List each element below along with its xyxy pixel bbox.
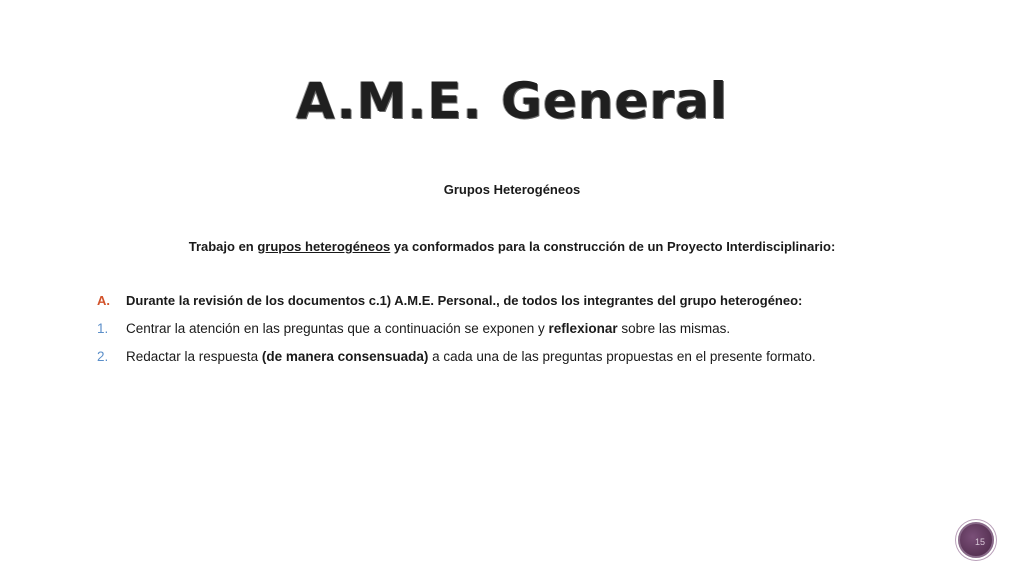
slide-title: A.M.E. General	[296, 72, 728, 130]
list-item-2-text-after: a cada una de las preguntas propuestas en el presente formato.	[428, 349, 816, 364]
instruction-list	[97, 292, 947, 376]
list-item-2	[97, 348, 947, 376]
list-item-2-text-before: Redactar la respuesta	[126, 349, 262, 364]
list-marker-1: 1.	[97, 321, 109, 336]
intro-text-after: ya conformados para la construcción de un Proyecto Interdisciplinario:	[390, 239, 836, 254]
list-marker-2: 2.	[97, 349, 109, 364]
list-marker-a: A.	[97, 293, 110, 308]
list-item-1-text-before: Centrar la atención en las preguntas que a continuación se exponen y	[126, 321, 549, 336]
title-area	[0, 72, 1024, 130]
list-item-1-text-after: sobre las mismas.	[617, 321, 731, 336]
intro-paragraph	[0, 239, 1024, 254]
slide-number-badge	[958, 522, 994, 558]
list-item-a	[97, 292, 947, 320]
list-item-1	[97, 320, 947, 348]
slide-number: 15	[974, 537, 985, 547]
slide-subtitle: Grupos Heterogéneos	[443, 182, 581, 197]
intro-text-before: Trabajo en	[188, 239, 258, 254]
list-item-1-bold: reflexionar	[548, 321, 618, 336]
intro-underlined-text: grupos heterogéneos	[257, 239, 391, 254]
list-item-2-bold: (de manera consensuada)	[261, 349, 429, 364]
list-item-a-text: Durante la revisión de los documentos c.1) A.M.E. Personal., de todos los integrantes del grupo heterogéneo:	[126, 293, 803, 308]
